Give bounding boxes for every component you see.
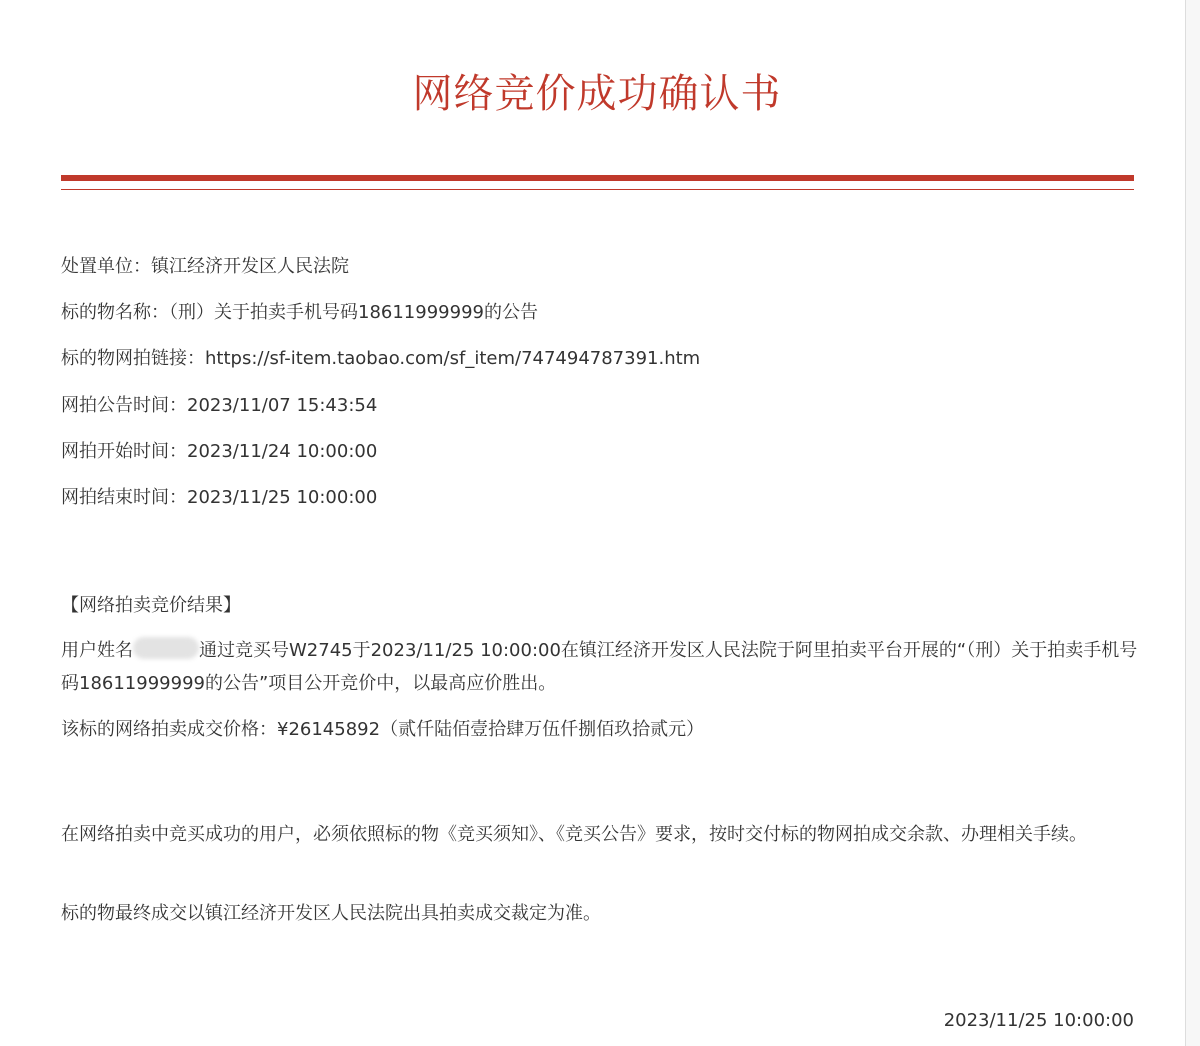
- item-name-value: （刑）关于拍卖手机号码18611999999的公告: [169, 302, 538, 323]
- result-paragraph-body: 通过竞买号W2745于2023/11/25 10:00:00在镇江经济开发区人民法院于阿里拍卖平台开展的“（刑）关于拍卖手机号码18611999999的公告”项目公开竞价中，以最高应价胜出。: [61, 640, 1138, 694]
- start-time-value: 2023/11/24 10:00:00: [187, 441, 378, 462]
- end-time-value: 2023/11/25 10:00:00: [187, 487, 378, 508]
- document-title: 网络竞价成功确认书: [412, 71, 782, 117]
- start-time-line: [61, 439, 377, 465]
- footer-date: 2023/11/25 10:00:00: [943, 1010, 1134, 1031]
- end-time-line: [61, 485, 377, 511]
- item-link-label: 标的物网拍链接：: [61, 348, 205, 369]
- item-name-label: 标的物名称：: [61, 302, 169, 323]
- price-line: 该标的网络拍卖成交价格：¥26145892（贰仟陆佰壹拾肆万伍仟捌佰玖拾贰元）: [61, 719, 705, 740]
- disposal-unit-line: [61, 254, 349, 280]
- item-name-line: [61, 300, 538, 326]
- item-link-value: https://sf-item.taobao.com/sf_item/747494787391.htm: [205, 348, 701, 369]
- disposal-unit-value: 镇江经济开发区人民法院: [151, 256, 349, 277]
- end-time-label: 网拍结束时间：: [61, 487, 187, 508]
- result-section-title: 【网络拍卖竞价结果】: [61, 595, 241, 616]
- title-divider-thin: [61, 189, 1134, 190]
- notice-paragraph-1: 在网络拍卖中竞买成功的用户，必须依照标的物《竞买须知》、《竞买公告》要求，按时交付标的物网拍成交余款、办理相关手续。: [61, 824, 1087, 845]
- scrollbar-track[interactable]: [1185, 0, 1200, 1046]
- announce-time-value: 2023/11/07 15:43:54: [187, 395, 378, 416]
- notice-paragraph-2: 标的物最终成交以镇江经济开发区人民法院出具拍卖成交裁定为准。: [61, 903, 601, 924]
- result-paragraph: [61, 634, 1141, 700]
- title-divider-thick: [61, 175, 1134, 181]
- start-time-label: 网拍开始时间：: [61, 441, 187, 462]
- redacted-user-name: [133, 637, 199, 659]
- user-name-label: 用户姓名: [61, 640, 133, 661]
- disposal-unit-label: 处置单位：: [61, 256, 151, 277]
- item-link-line: [61, 346, 700, 372]
- announce-time-label: 网拍公告时间：: [61, 395, 187, 416]
- announce-time-line: [61, 393, 377, 419]
